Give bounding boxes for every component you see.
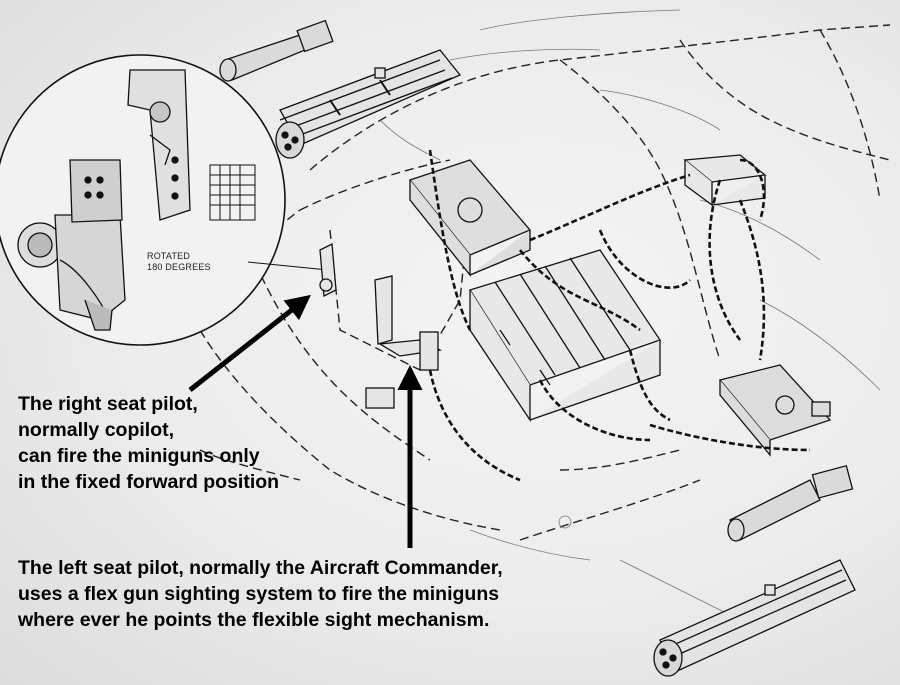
ammunition-box-assembly [470, 250, 660, 420]
annotation-line: The left seat pilot, normally the Aircraft Commander, [18, 557, 503, 579]
annotation-line: where ever he points the flexible sight mechanism. [18, 609, 490, 631]
inset-label-line: 180 DEGREES [147, 262, 211, 272]
minigun-barrel-cluster-lower [654, 560, 855, 676]
annotation-line: uses a flex gun sighting system to fire the miniguns [18, 583, 500, 605]
minigun-lower [728, 466, 852, 541]
inset-label-line: ROTATED [147, 251, 191, 261]
annotation-line: The right seat pilot, [18, 393, 198, 415]
flexible-sight-mechanism [366, 276, 440, 408]
minigun-upper [220, 21, 333, 81]
gun-drive-housing [410, 160, 530, 275]
inset-connector-block [210, 165, 255, 220]
annotation-line: in the fixed forward position [18, 471, 280, 493]
fixed-sight-mechanism [320, 244, 336, 296]
annotation-line: can fire the miniguns only [18, 445, 260, 467]
junction-box [685, 155, 765, 205]
minigun-barrel-cluster-upper [276, 50, 460, 158]
annotation-line: normally copilot, [18, 419, 175, 441]
left-seat-annotation [18, 555, 503, 633]
right-seat-annotation [18, 391, 279, 495]
inset-detail [0, 55, 328, 345]
gearbox-assembly [720, 365, 830, 455]
inset-rotation-label [147, 251, 211, 273]
